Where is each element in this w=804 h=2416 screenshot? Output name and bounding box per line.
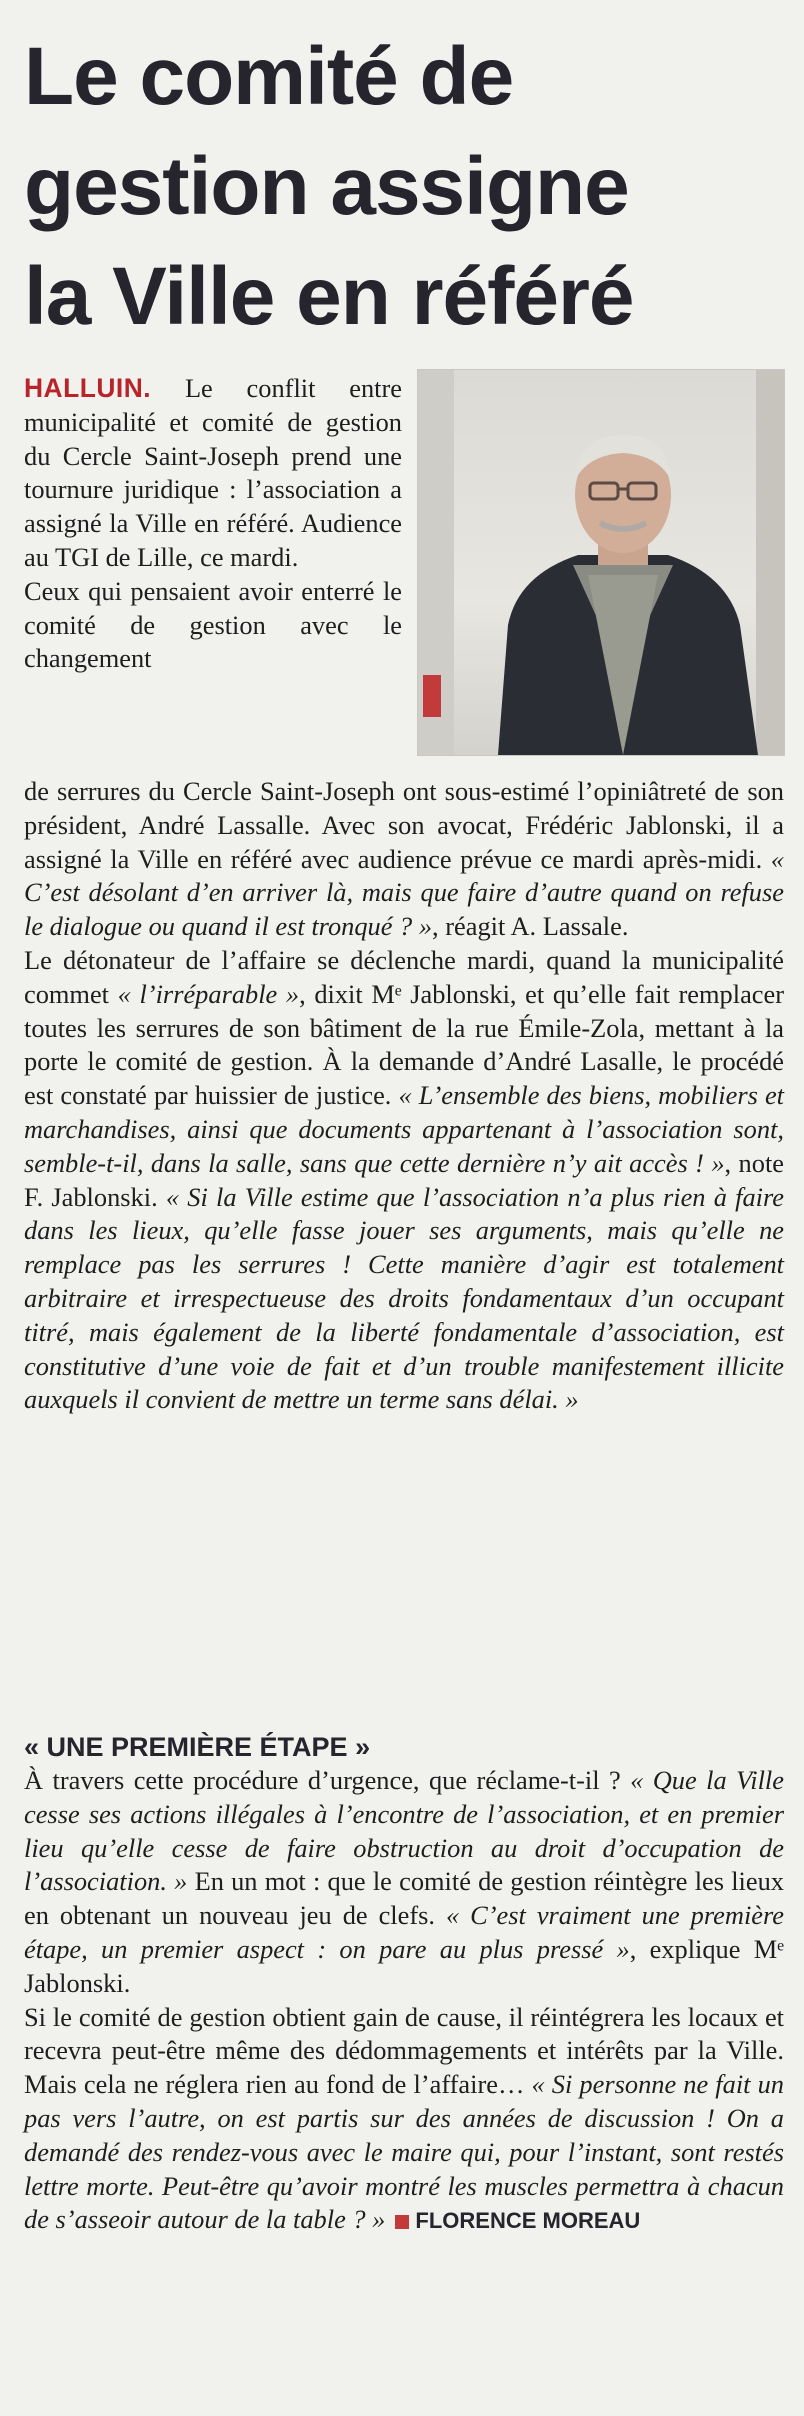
portrait-photo <box>418 370 784 755</box>
body-paragraph-2 <box>24 944 784 1417</box>
section-2-paragraph-2-a: Si le comité de gestion obtient gain de cause, il réintégrera les locaux et recevra peut-être même des dédommagements et intérêts par la Ville. Mais cela ne réglera rien au fond de l’affaire… <box>24 2001 784 2100</box>
section-2 <box>24 1730 784 2238</box>
byline: FLORENCE MOREAU <box>415 2208 641 2234</box>
person-illustration <box>478 425 768 755</box>
intro-text: Le conflit entre municipalité et comité de gestion du Cercle Saint-Joseph prend une tournure juridique : l’association a assigné la Ville en référé. Audience au TGI de Lille, ce mardi. <box>24 373 402 572</box>
section-2-paragraph-1-c: , explique Mᵉ Jablonski. <box>24 1933 784 1998</box>
subhead: « UNE PREMIÈRE ÉTAPE » <box>24 1732 371 1762</box>
body-paragraph-2-a: Le détonateur de l’affaire se déclenche mardi, quand la municipalité commet <box>24 944 784 1009</box>
section-2-paragraph-1-b: En un mot : que le comité de gestion réintègre les lieux en obtenant un nouveau jeu de clefs. <box>24 1866 784 1931</box>
quote-1-attribution: , réagit A. Lassale. <box>432 911 629 942</box>
body-paragraph-1-start: Ceux qui pensaient avoir enterré le comité de gestion avec le changement <box>24 575 402 674</box>
section-2-paragraph-1 <box>24 1764 784 2001</box>
section-2-quote-1: « Que la Ville cesse ses actions illégales à l’encontre de l’association, et en premier lieu qu’elle cesse de faire obstruction au droit d’occupation de l’association. » <box>24 1765 784 1897</box>
body-paragraph-1 <box>24 775 784 944</box>
photo-credit-mark <box>423 675 441 717</box>
body-paragraph-2-c: , note F. Jablonski. <box>24 1147 784 1212</box>
body-paragraph-2-b: , dixit Mᵉ Jablonski, et qu’elle fait remplacer toutes les serrures de son bâtiment de la rue Émile-Zola, mettant à la porte le comité de gestion. À la demande d’André Lasalle, le procédé est constaté par huissier de justice. <box>24 978 785 1111</box>
headline-line-1: Le comité de <box>24 31 514 122</box>
article-body <box>24 775 784 1417</box>
byline-square-icon <box>395 2215 409 2229</box>
quote-1: « C’est désolant d’en arriver là, mais que faire d’autre quand on refuse le dialogue ou quand il est tronqué ? » <box>24 843 784 942</box>
quote-2: « L’ensemble des biens, mobiliers et marchandises, ainsi que documents appartenant à l’association sont, semble-t-il, dans la salle, sans que cette dernière n’y ait accès ! » <box>24 1080 785 1178</box>
intro-paragraph <box>24 372 402 676</box>
body-paragraph-1-rest: de serrures du Cercle Saint-Joseph ont sous-estimé l’opiniâtreté de son président, André Lassalle. Avec son avocat, Frédéric Jablonski, il a assigné la Ville en référé avec audience prévue ce mardi après-midi. <box>24 776 784 874</box>
headline-line-2: gestion assigne <box>24 141 629 232</box>
section-2-paragraph-2 <box>24 2001 784 2239</box>
quote-irreparable: « l’irréparable » <box>117 978 300 1009</box>
headline-line-3: la Ville en référé <box>24 251 634 342</box>
section-2-quote-2: « C’est vraiment une première étape, un premier aspect : on pare au plus pressé » <box>24 1900 784 1964</box>
section-2-paragraph-1-a: À travers cette procédure d’urgence, que réclame-t-il ? <box>24 1765 631 1795</box>
section-2-quote-3: « Si personne ne fait un pas vers l’autre, on est partis sur des années de discussion ! On a demandé des rendez-vous avec le maire qui, pour l’instant, sont restés lettre morte. Peut-être qu’avoir montré les muscles permettra à chacun de s’asseoir autour de la table ? » <box>24 2069 784 2235</box>
quote-3: « Si la Ville estime que l’association n’a plus rien à faire dans les lieux, qu’elle fasse jouer ses arguments, mais qu’elle ne remplace pas les serrures ! Cette manière d’agir est totalement arbitraire et irrespectueuse des droits fondamentaux d’un occupant titré, mais également de la liberté fondamentale d’association, est constitutive d’une voie de fait et d’un trouble manifestement illicite auxquels il convient de mettre un terme sans délai. » <box>24 1181 784 1415</box>
location-kicker: HALLUIN. <box>24 373 152 403</box>
headline <box>24 22 784 352</box>
